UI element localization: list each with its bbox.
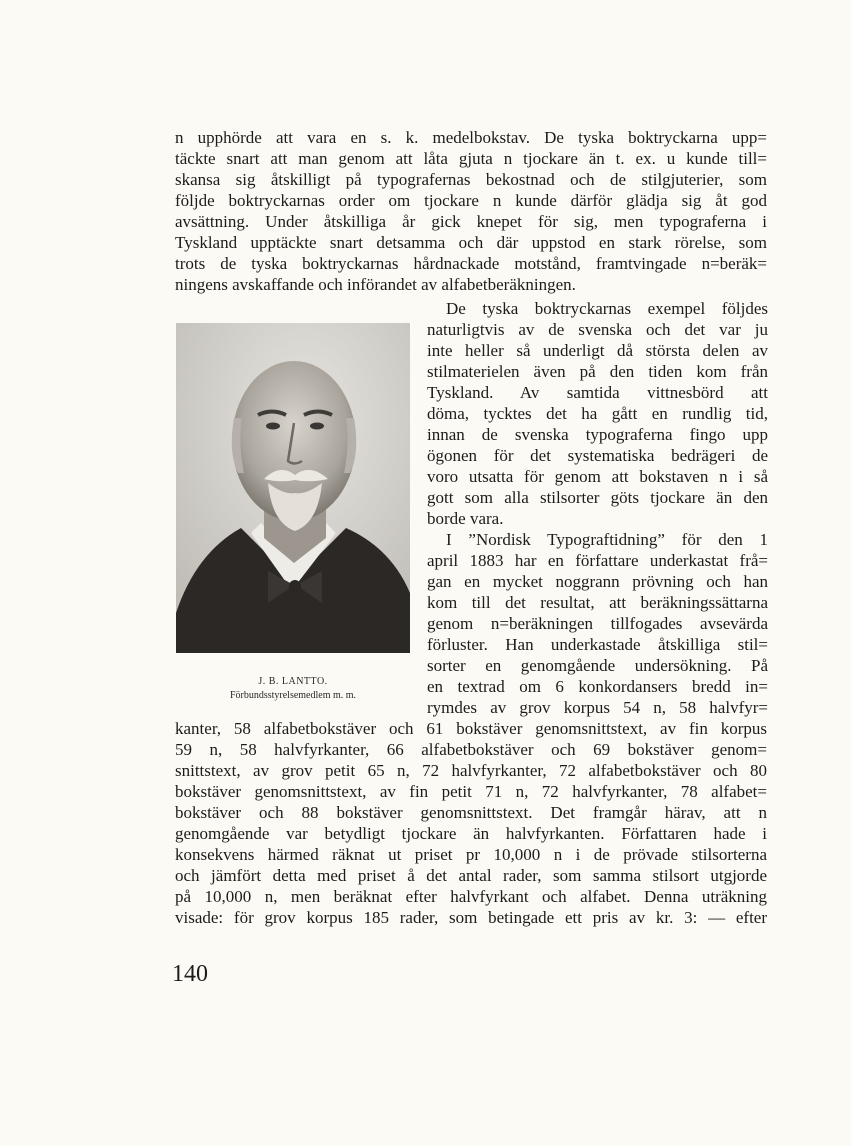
- text-line: Tyskland. Av samtida vittnesbörd att: [427, 383, 768, 402]
- text-line: I ”Nordisk Typograftidning” för den 1: [446, 530, 768, 549]
- text-line: borde vara.: [427, 509, 504, 528]
- text-line: 59 n, 58 halvfyrkanter, 66 alfabetbokstäver och 69 bokstäver genom=: [175, 740, 767, 759]
- text-line: och jämfört detta med priset å det antal rader, som samma stilsort utgjorde: [175, 866, 767, 885]
- text-line: inte heller så underligt då största delen av: [427, 341, 768, 360]
- page-number: 140: [172, 961, 208, 987]
- text-line: gott som alla stilsorter göts tjockare än den: [427, 488, 768, 507]
- text-line: De tyska boktryckarnas exempel följdes: [446, 299, 768, 318]
- text-line: trots de tyska boktryckarnas hårdnackade motstånd, framtvingade n=beräk=: [175, 254, 767, 273]
- text-line: april 1883 har en författare underkastat frå=: [427, 551, 768, 570]
- photo-caption-name: J. B. LANTTO.: [258, 676, 328, 687]
- text-line: ningens avskaffande och införandet av alfabetberäkningen.: [175, 275, 576, 294]
- text-line: skansa sig åtskilligt på typografernas bekostnad och de stilgjuterier, som: [175, 170, 767, 189]
- text-line: konsekvens härmed räknat ut priset pr 10,000 n i de prövade stilsorterna: [175, 845, 767, 864]
- text-line: följde boktryckarnas order om tjockare n kunde därför glädja sig åt god: [175, 191, 767, 210]
- text-line: kanter, 58 alfabetbokstäver och 61 bokstäver genomsnittstext, av fin korpus: [175, 719, 767, 738]
- text-line: snittstext, av grov petit 65 n, 72 halvfyrkanter, 72 alfabetbokstäver och 80: [175, 761, 767, 780]
- text-line: innan de svenska typograferna fingo upp: [427, 425, 768, 444]
- text-line: naturligtvis av de svenska och det var ju: [427, 320, 768, 339]
- text-line: rymdes av grov korpus 54 n, 58 halvfyr=: [427, 698, 768, 717]
- text-line: Tyskland upptäckte snart detsamma och där uppstod en stark rörelse, som: [175, 233, 767, 252]
- text-line: förluster. Han underkastade åtskilliga stil=: [427, 635, 768, 654]
- text-line: täckte snart att man genom att låta gjuta n tjockare än t. ex. u kunde till=: [175, 149, 767, 168]
- text-line: genomgående var betydligt tjockare än halvfyrkanten. Författaren hade i: [175, 824, 767, 843]
- text-line: stilmaterielen även på den tiden kom från: [427, 362, 768, 381]
- text-line: genom n=beräkningen tillfogades avsevärda: [427, 614, 768, 633]
- text-line: gan en mycket noggrann prövning och han: [427, 572, 768, 591]
- text-line: avsättning. Under åtskilliga år gick knepet för sig, men typograferna i: [175, 212, 767, 231]
- text-line: voro utsatta för genom att bokstaven n i så: [427, 467, 768, 486]
- text-line: bokstäver genomsnittstext, av fin petit 71 n, 72 halvfyrkanter, 78 alfabet=: [175, 782, 767, 801]
- text-line: på 10,000 n, men beräknat efter halvfyrkant och alfabet. Denna uträkning: [175, 887, 767, 906]
- text-line: n upphörde att vara en s. k. medelbokstav. De tyska boktryckarna upp=: [175, 128, 767, 147]
- photo-caption-role: Förbundsstyrelsemedlem m. m.: [229, 690, 357, 701]
- text-line: en textrad om 6 konkordansers bredd in=: [427, 677, 768, 696]
- text-line: kom till det resultat, att beräkningssättarna: [427, 593, 768, 612]
- text-line: visade: för grov korpus 185 rader, som betingade ett pris av kr. 3: — efter: [175, 908, 767, 927]
- text-line: ögonen för det systematiska bedrägeri de: [427, 446, 768, 465]
- text-line: bokstäver och 88 bokstäver genomsnittstext. Det framgår härav, att n: [175, 803, 767, 822]
- portrait-photo: [176, 323, 410, 653]
- text-line: sorter en genomgående undersökning. På: [427, 656, 768, 675]
- text-line: döma, tycktes det ha gått en rundlig tid,: [427, 404, 768, 423]
